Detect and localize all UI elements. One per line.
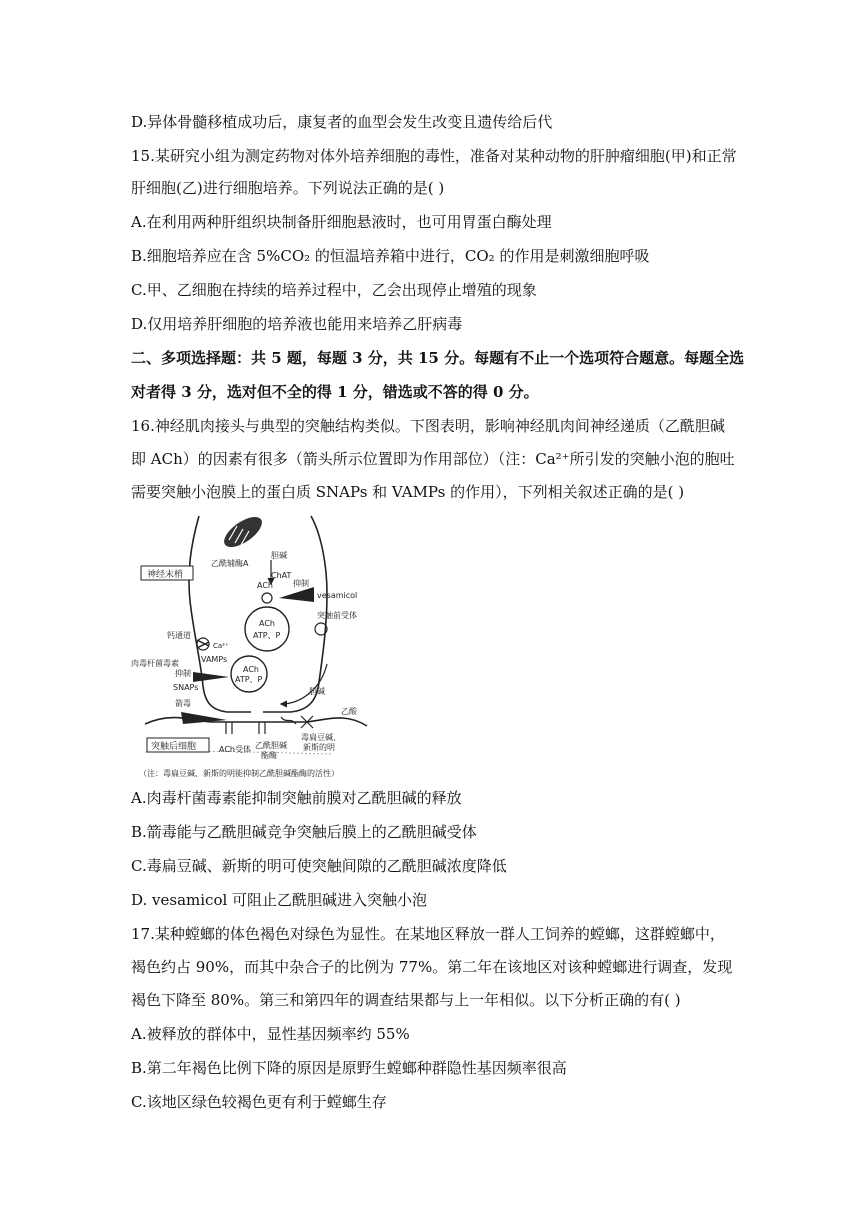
- label-ache-1: 乙酰胆碱: [255, 741, 287, 750]
- q17-option-a: A.被释放的群体中，显性基因频率约 55%: [131, 1025, 410, 1043]
- q16-stem-line1: 16.神经肌肉接头与典型的突触结构类似。下图表明，影响神经肌肉间神经递质（乙酰胆碱: [131, 417, 725, 435]
- label-acetic-acid: 乙酸: [341, 707, 357, 716]
- label-vamps: VAMPs: [201, 655, 228, 664]
- section2-heading-line2: 对者得 3 分，选对但不全的得 1 分，错选或不答的得 0 分。: [131, 383, 539, 401]
- label-inhibit-left: 抑制: [175, 669, 191, 678]
- label-physo-2: 新斯的明: [303, 743, 335, 752]
- postsynaptic-membrane: [145, 718, 367, 726]
- label-inhibit-top: 抑制: [293, 579, 309, 588]
- section2-heading-line1: 二、多项选择题：共 5 题，每题 3 分，共 15 分。每题有不止一个选项符合题意。每题全选: [131, 349, 745, 367]
- label-botulinum: 肉毒杆菌毒素: [131, 659, 179, 668]
- label-ca-channel: 钙通道: [167, 631, 191, 640]
- mitochondrion-icon: [219, 514, 267, 553]
- label-choline-top: 胆碱: [271, 551, 287, 560]
- figure-caption: （注：毒扁豆碱、新斯的明能抑制乙酰胆碱酯酶的活性）: [139, 769, 339, 778]
- q17-stem-line1: 17.某种螳螂的体色褐色对绿色为显性。在某地区释放一群人工饲养的螳螂，这群螳螂中，: [131, 925, 725, 943]
- label-curare: 箭毒: [175, 699, 191, 708]
- ach-receptor-icons: [226, 716, 313, 734]
- q17-option-b: B.第二年褐色比例下降的原因是原野生螳螂种群隐性基因频率很高: [131, 1059, 567, 1077]
- label-chat: ChAT: [271, 571, 292, 580]
- q16-stem-line2: 即 ACh）的因素有很多（箭头所示位置即为作用部位）（注：Ca²⁺所引发的突触小泡的胞吐: [131, 450, 735, 468]
- botulinum-arrow-icon: [193, 672, 229, 682]
- label-ach-low: ACh: [243, 665, 259, 674]
- label-acetyl-coa: 乙酰辅酶A: [211, 559, 249, 568]
- label-physo-1: 毒扁豆碱、: [301, 733, 341, 742]
- label-ca: Ca²⁺: [213, 642, 229, 650]
- q17-option-c: C.该地区绿色较褐色更有利于螳螂生存: [131, 1093, 387, 1111]
- label-nerve-ending: 神经末梢: [147, 570, 184, 580]
- q14-option-d: D.异体骨髓移植成功后，康复者的血型会发生改变且遗传给后代: [131, 113, 553, 131]
- label-vesicle-ach: ACh: [259, 619, 275, 628]
- q16-option-d: D. vesamicol 可阻止乙酰胆碱进入突触小泡: [131, 891, 428, 909]
- synaptic-vesicle-top: [245, 607, 289, 651]
- synapse-diagram: [131, 514, 371, 782]
- label-postsyn-cell: 突触后细胞: [151, 742, 197, 752]
- label-ach-receptor: ACh受体: [219, 745, 251, 754]
- q17-stem-line2: 褐色约占 90%，而其中杂合子的比例为 77%。第二年在该地区对该种螳螂进行调查，发现: [131, 958, 733, 976]
- q15-stem-line1: 15.某研究小组为测定药物对体外培养细胞的毒性，准备对某种动物的肝肿瘤细胞(甲)和正常: [131, 147, 737, 165]
- q16-option-c: C.毒扁豆碱、新斯的明可使突触间隙的乙酰胆碱浓度降低: [131, 857, 507, 875]
- label-ach-low2: ATP、P: [235, 675, 263, 684]
- label-vesamicol: vesamicol: [317, 591, 358, 600]
- q15-option-b: B.细胞培养应在含 5%CO₂ 的恒温培养箱中进行，CO₂ 的作用是刺激细胞呼吸: [131, 247, 650, 265]
- q15-option-a: A.在利用两种肝组织块制备肝细胞悬液时，也可用胃蛋白酶处理: [131, 213, 552, 231]
- vesamicol-arrow-icon: [279, 587, 314, 602]
- synaptic-vesicle-low: [231, 656, 267, 692]
- q16-stem-line3: 需要突触小泡膜上的蛋白质 SNAPs 和 VAMPs 的作用），下列相关叙述正确的是( ): [131, 483, 685, 501]
- label-snaps: SNAPs: [173, 683, 199, 692]
- label-choline-right: 胆碱: [309, 687, 325, 696]
- label-ache-2: 酯酶: [261, 751, 277, 760]
- label-presyn-receptor: 突触前受体: [317, 611, 357, 620]
- q16-option-b: B.箭毒能与乙酰胆碱竞争突触后膜上的乙酰胆碱受体: [131, 823, 477, 841]
- ach-transporter-icon: [262, 593, 272, 603]
- label-ach-top: ACh: [257, 581, 273, 590]
- label-vesicle-atp: ATP、P: [253, 631, 281, 640]
- q15-stem-line2: 肝细胞(乙)进行细胞培养。下列说法正确的是( ): [131, 179, 445, 197]
- ca-channel-icon: [197, 640, 209, 648]
- q15-option-d: D.仅用培养肝细胞的培养液也能用来培养乙肝病毒: [131, 315, 463, 333]
- q16-option-a: A.肉毒杆菌毒素能抑制突触前膜对乙酰胆碱的释放: [131, 789, 462, 807]
- q17-stem-line3: 褐色下降至 80%。第三和第四年的调查结果都与上一年相似。以下分析正确的有( ): [131, 991, 681, 1009]
- q15-option-c: C.甲、乙细胞在持续的培养过程中，乙会出现停止增殖的现象: [131, 281, 537, 299]
